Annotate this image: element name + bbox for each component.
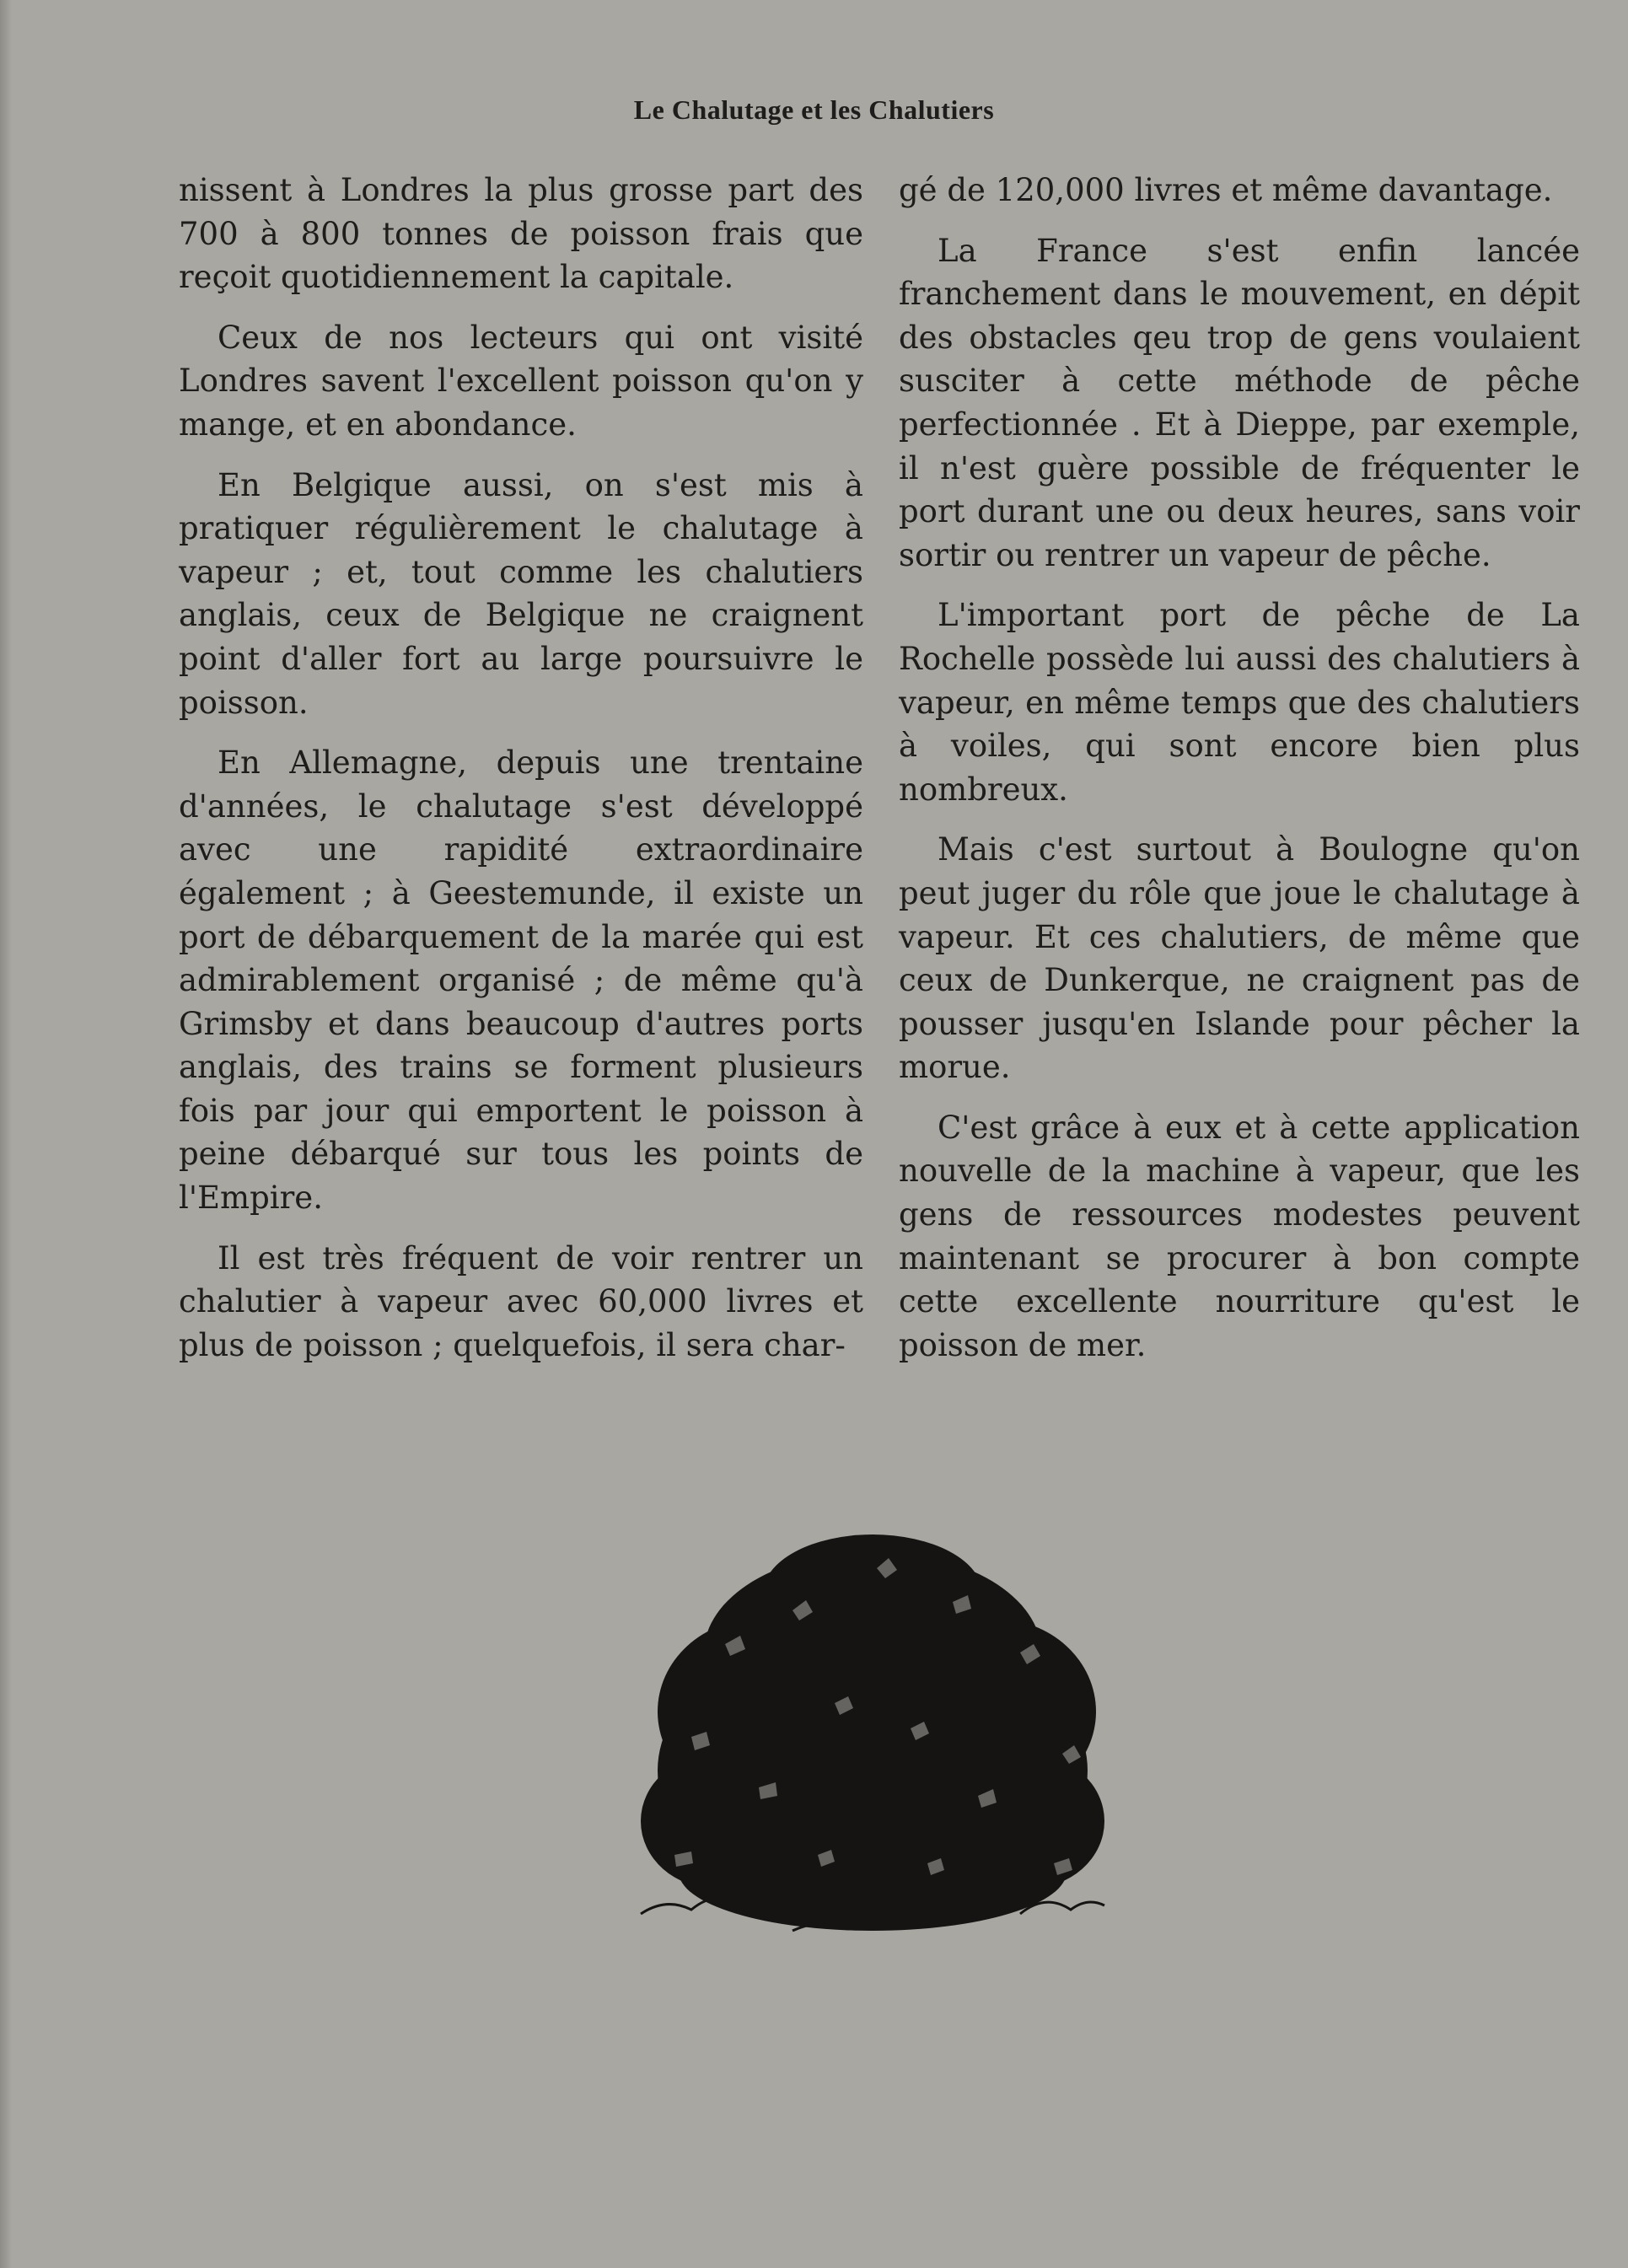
- paragraph: gé de 120,000 livres et même davantage.: [899, 172, 1553, 208]
- paragraph: En Allemagne, depuis une trentaine d'années, le chalutage s'est développé avec une rapidité extraordinaire également ; à Geestemunde, il existe un port de débarquement de la marée qui est admirablement organisé ; de même qu'à Grimsby et dans beaucoup d'autres ports anglais, des trains se forment plusieurs fois par jour qui emportent le poisson à peine débarqué sur tous les points de l'Empire.: [179, 744, 863, 1217]
- paragraph: Il est très fréquent de voir rentrer un chalutier à vapeur avec 60,000 livres et plus de poisson ; quelquefois, il sera char-: [179, 1239, 863, 1363]
- running-head: Le Chalutage et les Chalutiers: [633, 94, 995, 125]
- paragraph: nissent à Londres la plus grosse part des 700 à 800 tonnes de poisson frais que reçoit quotidiennement la capitale.: [179, 172, 863, 296]
- paragraph: Mais c'est surtout à Boulogne qu'on peut juger du rôle que joue le chalutage à vapeur. Et ces chalutiers, de même que ceux de Dunkerque, ne craignent pas de pousser jusqu'en Islande pour pêcher la morue.: [899, 831, 1580, 1086]
- left-column: [179, 169, 863, 1367]
- paper-edge: [0, 0, 12, 2268]
- paragraph: En Belgique aussi, on s'est mis à pratiquer régulièrement le chalutage à vapeur ; et, tout comme les chalutiers anglais, ceux de Belgique ne craignent point d'aller fort au large poursuivre le poisson.: [179, 466, 863, 721]
- right-column: [899, 169, 1580, 1367]
- foliage-vignette-icon: [624, 1518, 1121, 1939]
- paragraph: C'est grâce à eux et à cette application nouvelle de la machine à vapeur, que les gens de ressources modestes peuvent maintenant se procurer à bon compte cette excellente nourriture qu'est le poisson de mer.: [899, 1109, 1580, 1363]
- paragraph: La France s'est enfin lancée franchement dans le mouvement, en dépit des obstacles qeu trop de gens voulaient susciter à cette méthode de pêche perfectionnée . Et à Dieppe, par exemple, il n'est guère possible de fréquenter le port durant une ou deux heures, sans voir sortir ou rentrer un vapeur de pêche.: [899, 232, 1580, 573]
- paragraph: L'important port de pêche de La Rochelle possède lui aussi des chalutiers à vapeur, en même temps que des chalutiers à voiles, qui sont encore bien plus nombreux.: [899, 597, 1580, 808]
- paragraph: Ceux de nos lecteurs qui ont visité Londres savent l'excellent poisson qu'on y mange, et en abondance.: [179, 319, 863, 443]
